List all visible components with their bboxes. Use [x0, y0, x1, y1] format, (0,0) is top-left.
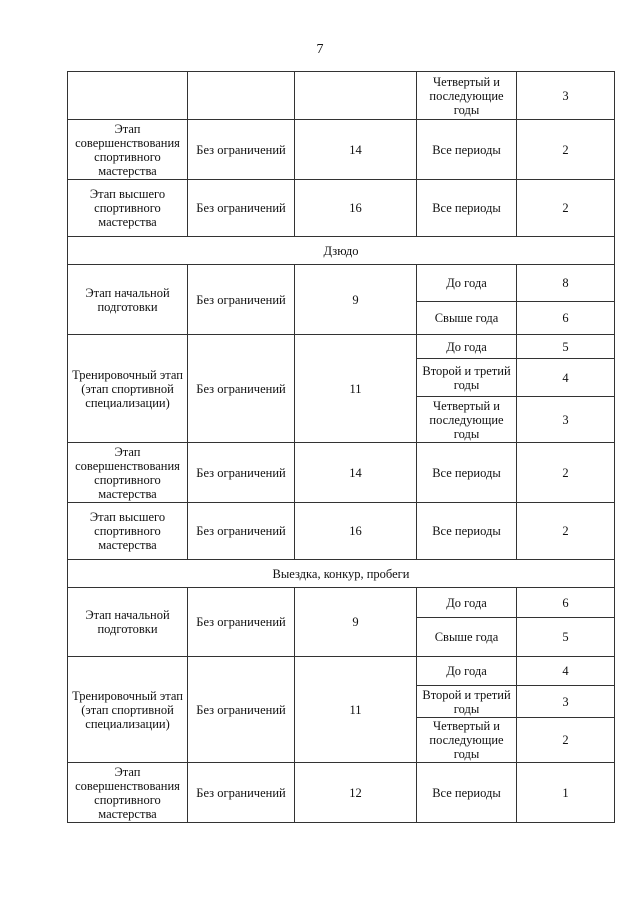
count-cell: 4	[517, 359, 615, 397]
age-limit-cell: Без ограничений	[188, 265, 295, 335]
age-limit-cell: Без ограничений	[188, 335, 295, 443]
count-cell: 2	[517, 120, 615, 180]
count-cell: 5	[517, 618, 615, 657]
training-year-cell: Все периоды	[417, 180, 517, 237]
stage-cell: Этап совершенствования спортивного мастерства	[68, 443, 188, 503]
min-age-cell: 14	[295, 120, 417, 180]
stage-cell: Этап высшего спортивного мастерства	[68, 503, 188, 560]
age-limit-cell: Без ограничений	[188, 443, 295, 503]
count-cell: 3	[517, 72, 615, 120]
min-age-cell: 9	[295, 588, 417, 657]
age-limit-cell: Без ограничений	[188, 180, 295, 237]
table-row	[68, 443, 615, 503]
table-row	[68, 503, 615, 560]
count-cell: 3	[517, 686, 615, 718]
sport-section-title: Дзюдо	[68, 237, 615, 265]
training-year-cell: Все периоды	[417, 503, 517, 560]
count-cell: 2	[517, 718, 615, 763]
count-cell: 3	[517, 397, 615, 443]
min-age-cell: 14	[295, 443, 417, 503]
min-age-cell: 11	[295, 335, 417, 443]
count-cell: 2	[517, 443, 615, 503]
stage-cell	[68, 72, 188, 120]
standards-table	[67, 71, 615, 823]
table-row	[68, 657, 615, 686]
stage-cell: Тренировочный этап (этап спортивной специализации)	[68, 335, 188, 443]
training-year-cell: Все периоды	[417, 763, 517, 823]
training-year-cell: Второй и третий годы	[417, 359, 517, 397]
table-row	[68, 120, 615, 180]
age-limit-cell: Без ограничений	[188, 503, 295, 560]
table-row	[68, 180, 615, 237]
age-limit-cell: Без ограничений	[188, 763, 295, 823]
age-limit-cell	[188, 72, 295, 120]
age-limit-cell: Без ограничений	[188, 588, 295, 657]
count-cell: 1	[517, 763, 615, 823]
min-age-cell: 9	[295, 265, 417, 335]
stage-cell: Этап начальной подготовки	[68, 588, 188, 657]
count-cell: 6	[517, 302, 615, 335]
training-year-cell: До года	[417, 657, 517, 686]
sport-section-title: Выездка, конкур, пробеги	[68, 560, 615, 588]
training-year-cell: Второй и третий годы	[417, 686, 517, 718]
min-age-cell	[295, 72, 417, 120]
training-year-cell: До года	[417, 265, 517, 302]
age-limit-cell: Без ограничений	[188, 120, 295, 180]
training-year-cell: До года	[417, 588, 517, 618]
training-year-cell: Четвертый и последующие годы	[417, 397, 517, 443]
stage-cell: Этап совершенствования спортивного мастерства	[68, 763, 188, 823]
sport-section-row	[68, 237, 615, 265]
table-row	[68, 72, 615, 120]
table-row	[68, 335, 615, 359]
age-limit-cell: Без ограничений	[188, 657, 295, 763]
min-age-cell: 12	[295, 763, 417, 823]
min-age-cell: 16	[295, 503, 417, 560]
count-cell: 8	[517, 265, 615, 302]
training-year-cell: Все периоды	[417, 443, 517, 503]
count-cell: 6	[517, 588, 615, 618]
count-cell: 2	[517, 503, 615, 560]
training-year-cell: Все периоды	[417, 120, 517, 180]
training-year-cell: Свыше года	[417, 302, 517, 335]
count-cell: 5	[517, 335, 615, 359]
training-year-cell: До года	[417, 335, 517, 359]
min-age-cell: 16	[295, 180, 417, 237]
table-row	[68, 265, 615, 302]
training-year-cell: Свыше года	[417, 618, 517, 657]
count-cell: 2	[517, 180, 615, 237]
training-year-cell: Четвертый и последующие годы	[417, 72, 517, 120]
stage-cell: Этап высшего спортивного мастерства	[68, 180, 188, 237]
stage-cell: Тренировочный этап (этап спортивной специализации)	[68, 657, 188, 763]
min-age-cell: 11	[295, 657, 417, 763]
training-year-cell: Четвертый и последующие годы	[417, 718, 517, 763]
table-row	[68, 588, 615, 618]
stage-cell: Этап начальной подготовки	[68, 265, 188, 335]
sport-section-row	[68, 560, 615, 588]
table-row	[68, 763, 615, 823]
page-number: 7	[316, 42, 324, 57]
stage-cell: Этап совершенствования спортивного мастерства	[68, 120, 188, 180]
count-cell: 4	[517, 657, 615, 686]
